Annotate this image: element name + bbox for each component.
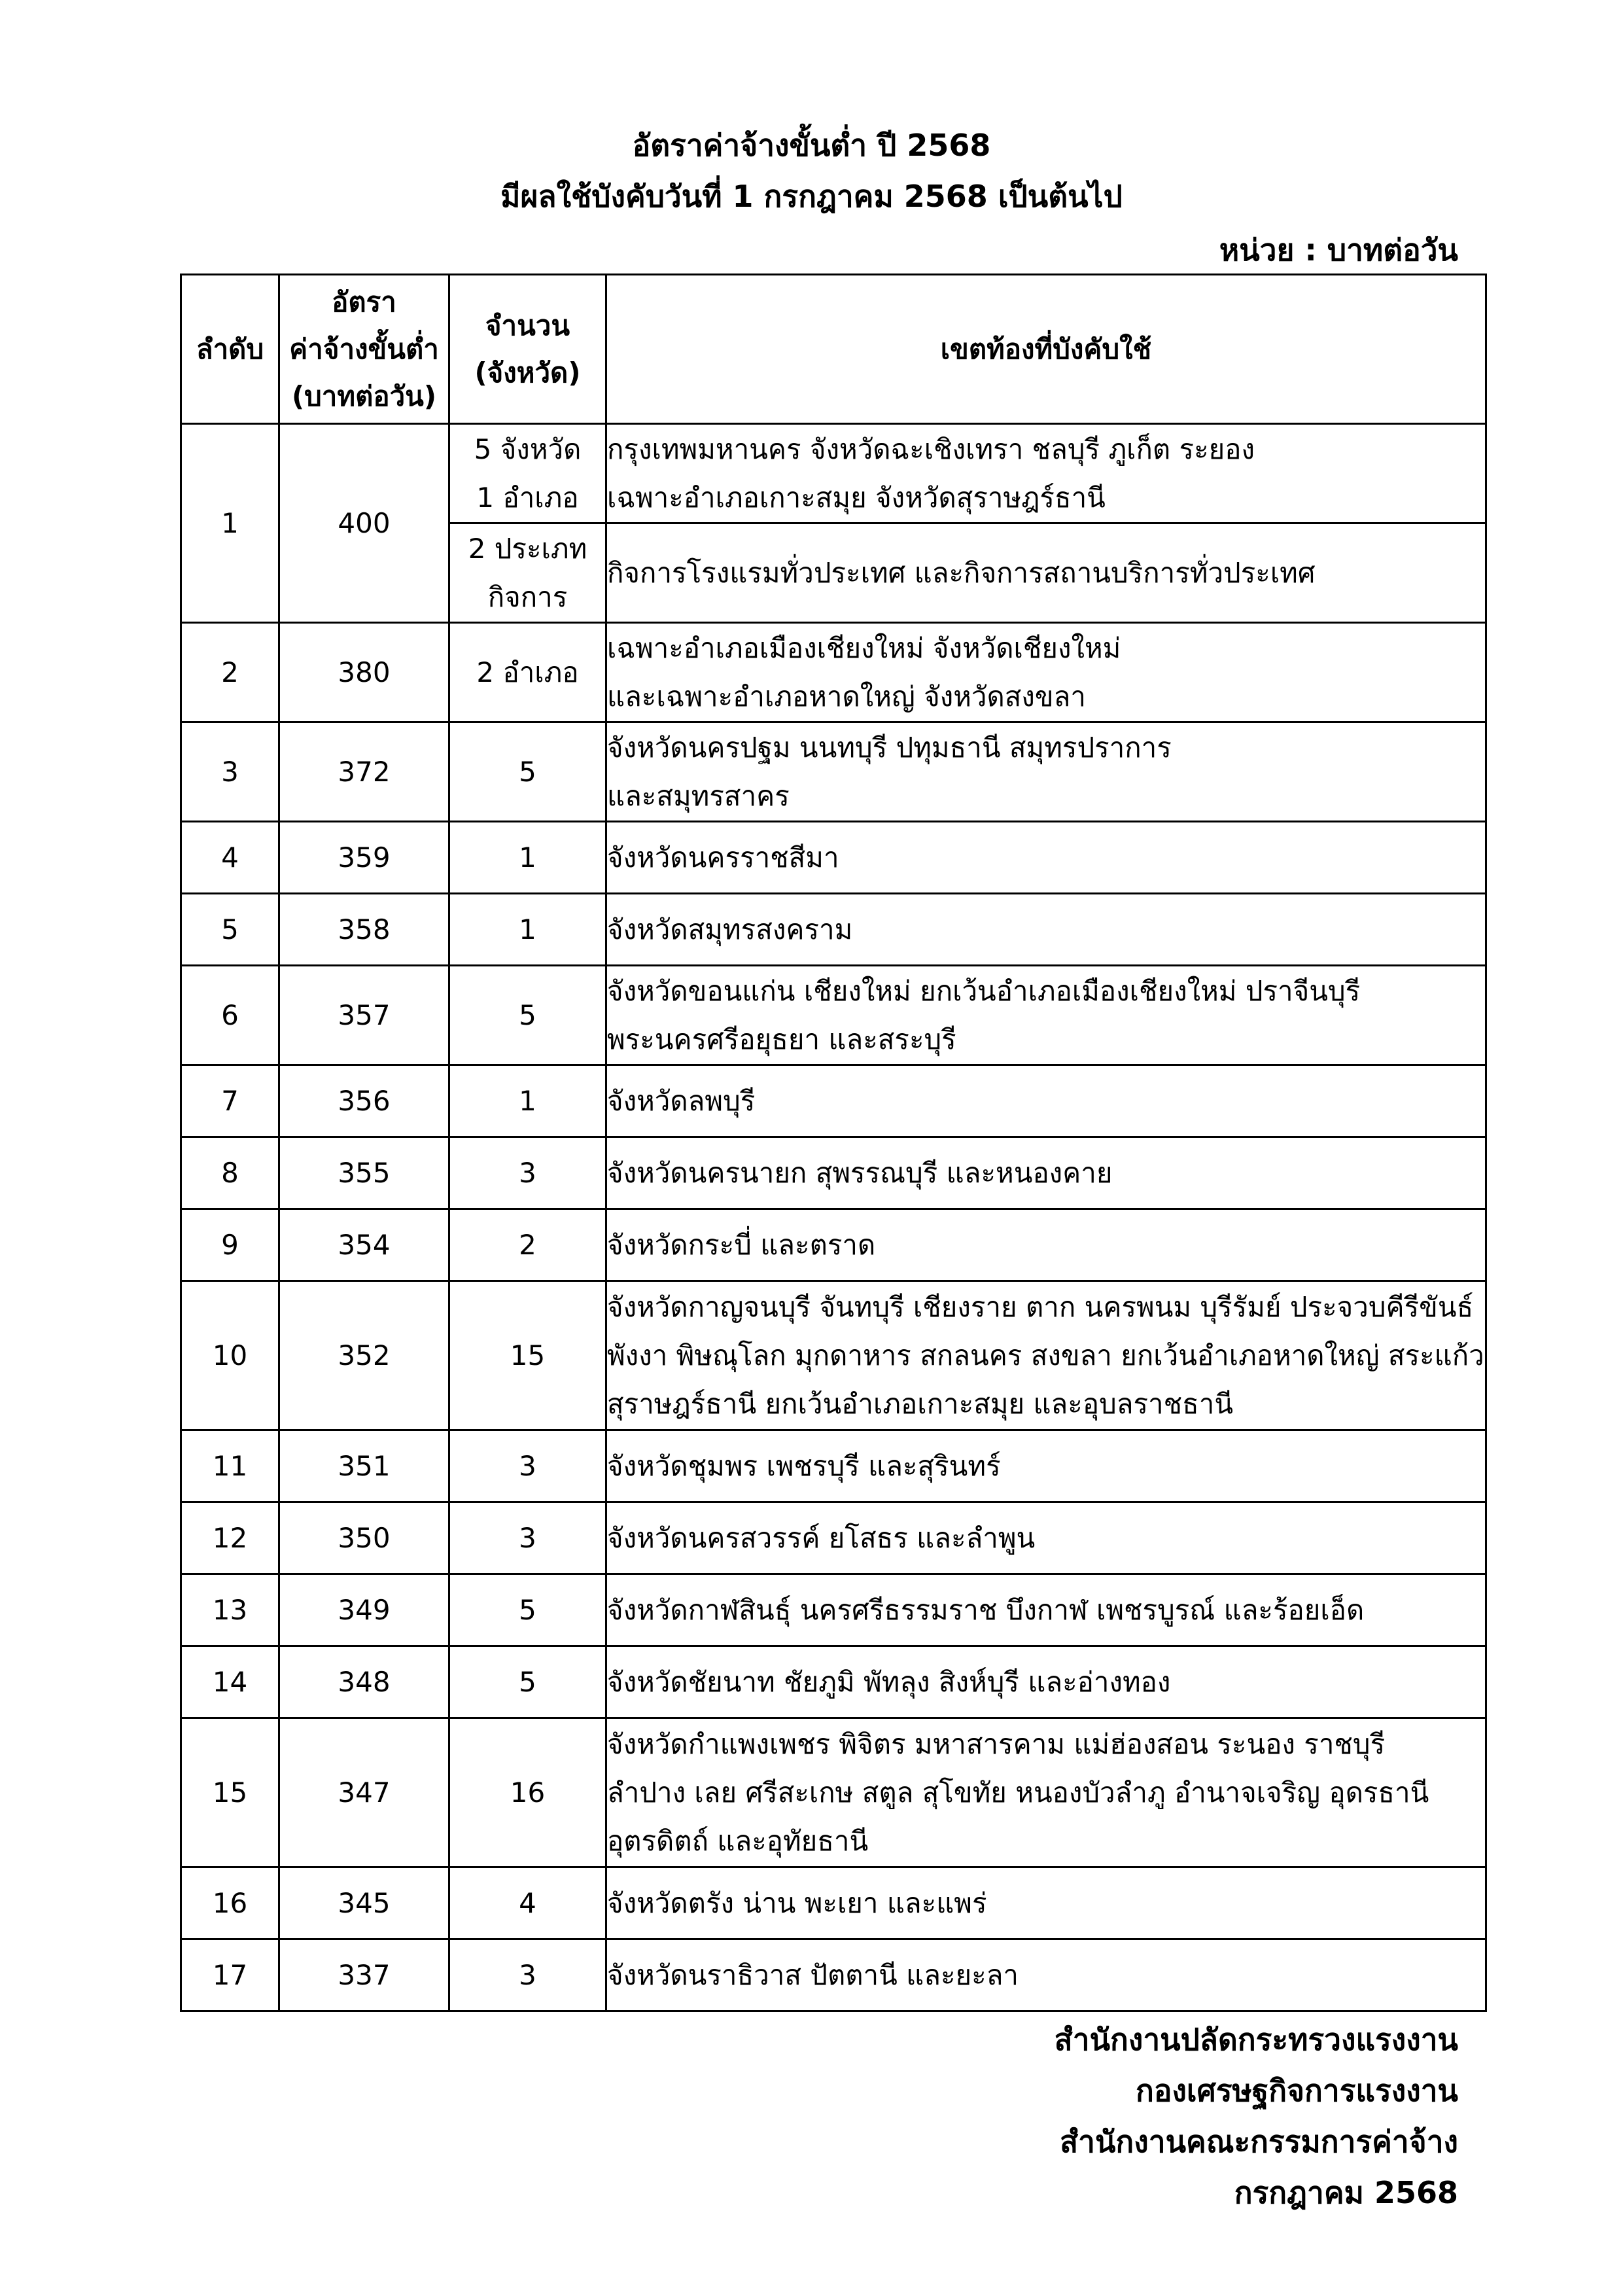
- row-rate: 348: [279, 1646, 449, 1718]
- row-count: 2 อำเภอ: [449, 623, 606, 722]
- row-area: [606, 1065, 1486, 1137]
- row-count: [449, 424, 606, 523]
- row-area: [606, 1718, 1486, 1867]
- area-line: จังหวัดกาญจนบุรี จันทบุรี เชียงราย ตาก นครพนม บุรีรัมย์ ประจวบคีรีขันธ์: [607, 1290, 1474, 1323]
- row-count-line-2: 1 อำเภอ: [476, 481, 579, 514]
- document-title: อัตราค่าจ้างขั้นต่ำ ปี 2568: [632, 128, 991, 163]
- row-area: [606, 1646, 1486, 1718]
- row-order: 9: [181, 1209, 279, 1281]
- area-line: จังหวัดสมุทรสงคราม: [607, 913, 853, 945]
- row-area: [606, 722, 1486, 822]
- row-count-line-2: กิจการ: [487, 580, 568, 613]
- row-rate: 356: [279, 1065, 449, 1137]
- area-line: จังหวัดนครนายก สุพรรณบุรี และหนองคาย: [607, 1156, 1113, 1189]
- area-line: กรุงเทพมหานคร จังหวัดฉะเชิงเทรา ชลบุรี ภูเก็ต ระยอง: [607, 433, 1255, 465]
- area-line: จังหวัดกระบี่ และตราด: [607, 1228, 876, 1261]
- table-row: [181, 966, 1486, 1065]
- row-count: 5: [449, 1574, 606, 1646]
- table-row: [181, 1065, 1486, 1137]
- row-area: [606, 1137, 1486, 1209]
- row-area: [606, 1209, 1486, 1281]
- header-count-line-1: จำนวน: [485, 309, 570, 342]
- area-line: กิจการโรงแรมทั่วประเทศ และกิจการสถานบริการทั่วประเทศ: [607, 556, 1316, 589]
- header-rate-line-3: (บาทต่อวัน): [291, 380, 437, 412]
- row-order: 7: [181, 1065, 279, 1137]
- row-count: 3: [449, 1939, 606, 2011]
- area-line: จังหวัดนราธิวาส ปัตตานี และยะลา: [607, 1958, 1019, 1991]
- header-area: เขตท้องที่บังคับใช้: [606, 275, 1486, 424]
- row-order: 14: [181, 1646, 279, 1718]
- row-rate: 400: [279, 424, 449, 623]
- row-area: [606, 1574, 1486, 1646]
- row-count: 1: [449, 1065, 606, 1137]
- area-line: ลำปาง เลย ศรีสะเกษ สตูล สุโขทัย หนองบัวลำภู อำนาจเจริญ อุดรธานี: [607, 1776, 1429, 1809]
- table-row: [181, 1867, 1486, 1939]
- signature-block: [1055, 2014, 1458, 2218]
- row-order: 13: [181, 1574, 279, 1646]
- header-rate: [279, 275, 449, 424]
- row-area: [606, 1502, 1486, 1574]
- table-body: [181, 424, 1486, 2011]
- row-order: 17: [181, 1939, 279, 2011]
- row-area: [606, 623, 1486, 722]
- row-rate: 337: [279, 1939, 449, 2011]
- row-area: [606, 894, 1486, 966]
- table-row: [181, 1502, 1486, 1574]
- table-row: [181, 1281, 1486, 1430]
- area-line: จังหวัดลพบุรี: [607, 1084, 756, 1117]
- row-order: 16: [181, 1867, 279, 1939]
- row-rate: 372: [279, 722, 449, 822]
- row-area: [606, 1867, 1486, 1939]
- row-count: 5: [449, 1646, 606, 1718]
- row-count: 4: [449, 1867, 606, 1939]
- header-count: [449, 275, 606, 424]
- row-count: 16: [449, 1718, 606, 1867]
- table-row: [181, 1209, 1486, 1281]
- area-line: สุราษฎร์ธานี ยกเว้นอำเภอเกาะสมุย และอุบลราชธานี: [607, 1387, 1234, 1420]
- row-count: 3: [449, 1502, 606, 1574]
- row-area: [606, 966, 1486, 1065]
- table-row: [181, 822, 1486, 894]
- area-line: และสมุทรสาคร: [607, 779, 790, 812]
- table-row: [181, 1574, 1486, 1646]
- area-line: จังหวัดชัยนาท ชัยภูมิ พัทลุง สิงห์บุรี และอ่างทอง: [607, 1665, 1171, 1698]
- row-rate: 357: [279, 966, 449, 1065]
- area-line: จังหวัดตรัง น่าน พะเยา และแพร่: [607, 1886, 987, 1919]
- area-line: จังหวัดกาฬสินธุ์ นครศรีธรรมราช บึงกาฬ เพชรบูรณ์ และร้อยเอ็ด: [607, 1593, 1365, 1626]
- row-order: 5: [181, 894, 279, 966]
- row-order: 4: [181, 822, 279, 894]
- area-line: จังหวัดนครสวรรค์ ยโสธร และลำพูน: [607, 1521, 1036, 1554]
- row-order: 8: [181, 1137, 279, 1209]
- header-count-line-2: (จังหวัด): [474, 356, 581, 389]
- row-rate: 355: [279, 1137, 449, 1209]
- area-line: จังหวัดขอนแก่น เชียงใหม่ ยกเว้นอำเภอเมืองเชียงใหม่ ปราจีนบุรี: [607, 974, 1361, 1007]
- area-line: จังหวัดนครราชสีมา: [607, 841, 839, 874]
- row-count: [449, 523, 606, 623]
- row-count: 5: [449, 966, 606, 1065]
- area-line: จังหวัดกำแพงเพชร พิจิตร มหาสารคาม แม่ฮ่องสอน ระนอง ราชบุรี: [607, 1727, 1386, 1760]
- row-rate: 347: [279, 1718, 449, 1867]
- row-count: 1: [449, 822, 606, 894]
- row-order: 3: [181, 722, 279, 822]
- row-rate: 354: [279, 1209, 449, 1281]
- row-area: [606, 1430, 1486, 1502]
- row-order: 11: [181, 1430, 279, 1502]
- row-count-line-1: 5 จังหวัด: [474, 433, 582, 465]
- table-row: [181, 424, 1486, 523]
- area-line: พระนครศรีอยุธยา และสระบุรี: [607, 1023, 956, 1055]
- minimum-wage-table: [180, 274, 1487, 2012]
- row-order: 10: [181, 1281, 279, 1430]
- row-rate: 350: [279, 1502, 449, 1574]
- row-order: 12: [181, 1502, 279, 1574]
- table-row: [181, 623, 1486, 722]
- table-row: [181, 1137, 1486, 1209]
- row-area: [606, 1281, 1486, 1430]
- row-rate: 358: [279, 894, 449, 966]
- header-rate-line-1: อัตรา: [332, 285, 396, 318]
- table-row: [181, 1646, 1486, 1718]
- signature-line-office: สำนักงานปลัดกระทรวงแรงงาน: [1054, 2022, 1458, 2057]
- row-rate: 345: [279, 1867, 449, 1939]
- row-count-line-1: 2 ประเภท: [468, 532, 587, 565]
- header-rate-line-2: ค่าจ้างขั้นต่ำ: [289, 332, 439, 365]
- unit-label: หน่วย : บาทต่อวัน: [1219, 232, 1458, 268]
- area-line: จังหวัดนครปฐม นนทบุรี ปทุมธานี สมุทรปราการ: [607, 731, 1172, 764]
- row-order: 6: [181, 966, 279, 1065]
- area-line: เฉพาะอำเภอเมืองเชียงใหม่ จังหวัดเชียงใหม่: [607, 631, 1121, 664]
- row-count: 2: [449, 1209, 606, 1281]
- table-row: [181, 1718, 1486, 1867]
- row-count: 15: [449, 1281, 606, 1430]
- document-subtitle: มีผลใช้บังคับวันที่ 1 กรกฎาคม 2568 เป็นต้นไป: [500, 179, 1123, 214]
- area-line: อุตรดิตถ์ และอุทัยธานี: [607, 1824, 869, 1857]
- area-line: จังหวัดชุมพร เพชรบุรี และสุรินทร์: [607, 1449, 1001, 1482]
- row-area: [606, 822, 1486, 894]
- area-line: พังงา พิษณุโลก มุกดาหาร สกลนคร สงขลา ยกเว้นอำเภอหาดใหญ่ สระแก้ว: [607, 1339, 1484, 1371]
- table-header-row: [181, 275, 1486, 424]
- row-count: 3: [449, 1430, 606, 1502]
- table-row: [181, 1939, 1486, 2011]
- row-count: 5: [449, 722, 606, 822]
- row-rate: 351: [279, 1430, 449, 1502]
- row-count: 1: [449, 894, 606, 966]
- header-order: ลำดับ: [181, 275, 279, 424]
- signature-line-committee: สำนักงานคณะกรรมการค่าจ้าง: [1060, 2124, 1458, 2159]
- row-order: 1: [181, 424, 279, 623]
- table-row: [181, 1430, 1486, 1502]
- row-area: [606, 1939, 1486, 2011]
- signature-line-division: กองเศรษฐกิจการแรงงาน: [1135, 2073, 1458, 2108]
- row-rate: 359: [279, 822, 449, 894]
- table-row: [181, 894, 1486, 966]
- row-rate: 380: [279, 623, 449, 722]
- row-count: 3: [449, 1137, 606, 1209]
- row-rate: 352: [279, 1281, 449, 1430]
- table-row: [181, 722, 1486, 822]
- row-area: [606, 523, 1486, 623]
- row-order: 2: [181, 623, 279, 722]
- row-order: 15: [181, 1718, 279, 1867]
- area-line: เฉพาะอำเภอเกาะสมุย จังหวัดสุราษฎร์ธานี: [607, 481, 1106, 514]
- area-line: และเฉพาะอำเภอหาดใหญ่ จังหวัดสงขลา: [607, 680, 1086, 713]
- signature-line-date: กรกฎาคม 2568: [1234, 2175, 1458, 2210]
- row-area: [606, 424, 1486, 523]
- row-rate: 349: [279, 1574, 449, 1646]
